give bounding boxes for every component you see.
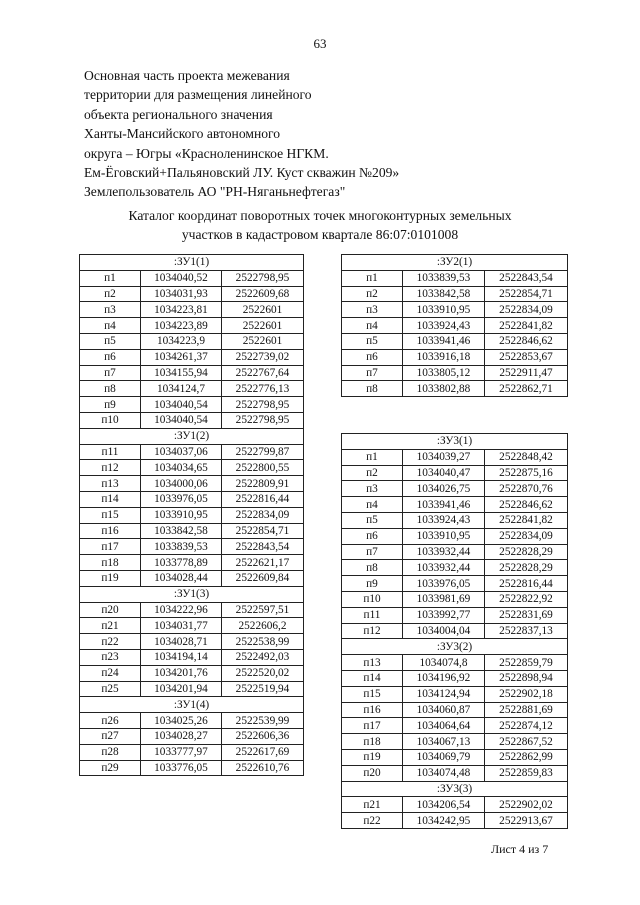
point-label: п11 <box>80 444 141 460</box>
table-row <box>342 349 568 365</box>
point-label: п13 <box>80 476 141 492</box>
coordinate-y: 2522834,09 <box>485 528 568 544</box>
coordinate-x: 1034242,95 <box>403 813 485 829</box>
table-row <box>342 286 568 302</box>
point-label: п3 <box>80 302 141 318</box>
table-row <box>80 444 304 460</box>
point-label: п9 <box>80 397 141 413</box>
coordinate-y: 2522798,95 <box>222 397 304 413</box>
coordinate-x: 1033924,43 <box>403 318 485 334</box>
point-label: п18 <box>342 734 403 750</box>
table-row <box>80 286 304 302</box>
coordinate-y: 2522601 <box>222 333 304 349</box>
coordinate-x: 1033910,95 <box>403 528 485 544</box>
coordinate-x: 1034037,06 <box>141 444 222 460</box>
coordinate-x: 1033941,46 <box>403 497 485 513</box>
table-row <box>342 318 568 334</box>
coordinate-x: 1034039,27 <box>403 449 485 465</box>
table-row <box>342 560 568 576</box>
coordinate-y: 2522822,92 <box>485 591 568 607</box>
coordinate-x: 1034261,37 <box>141 349 222 365</box>
document-header <box>84 66 399 202</box>
section-header: :ЗУ3(2) <box>342 639 568 655</box>
coordinate-y: 2522867,52 <box>485 734 568 750</box>
coordinate-x: 1034031,77 <box>141 618 222 634</box>
table-row <box>80 460 304 476</box>
point-label: п23 <box>80 649 141 665</box>
table-row <box>342 749 568 765</box>
section-header: :ЗУ3(3) <box>342 781 568 797</box>
coordinate-y: 2522831,69 <box>485 607 568 623</box>
coordinate-x: 1034223,89 <box>141 318 222 334</box>
table-row <box>80 665 304 681</box>
coordinate-x: 1034155,94 <box>141 365 222 381</box>
point-label: п1 <box>342 449 403 465</box>
point-label: п20 <box>342 765 403 781</box>
coordinate-y: 2522739,02 <box>222 349 304 365</box>
coordinate-x: 1033842,58 <box>141 523 222 539</box>
coordinate-y: 2522539,99 <box>222 713 304 729</box>
table-row <box>342 270 568 286</box>
point-label: п15 <box>80 507 141 523</box>
point-label: п16 <box>80 523 141 539</box>
point-label: п4 <box>342 497 403 513</box>
coordinate-y: 2522617,69 <box>222 744 304 760</box>
header-line: Ханты-Мансийского автономного <box>84 126 281 142</box>
coordinate-x: 1033932,44 <box>403 544 485 560</box>
coordinate-x: 1034028,71 <box>141 634 222 650</box>
coordinate-x: 1033842,58 <box>403 286 485 302</box>
coordinate-x: 1034040,47 <box>403 465 485 481</box>
point-label: п2 <box>80 286 141 302</box>
point-label: п1 <box>342 270 403 286</box>
point-label: п7 <box>342 544 403 560</box>
table-row <box>342 465 568 481</box>
point-label: п13 <box>342 655 403 671</box>
coordinate-y: 2522841,82 <box>485 512 568 528</box>
coordinate-y: 2522853,67 <box>485 349 568 365</box>
coordinate-x: 1033802,88 <box>403 381 485 397</box>
header-line: объекта регионального значения <box>84 106 273 122</box>
table-row <box>342 702 568 718</box>
point-label: п3 <box>342 302 403 318</box>
coordinate-y: 2522848,42 <box>485 449 568 465</box>
title-line: Каталог координат поворотных точек многоконтурных земельных <box>128 208 512 223</box>
coordinate-y: 2522609,84 <box>222 570 304 586</box>
section-header: :ЗУ1(4) <box>80 697 304 713</box>
table-row <box>342 365 568 381</box>
point-label: п4 <box>80 318 141 334</box>
section-header-row <box>342 434 568 450</box>
table-row <box>342 512 568 528</box>
table-row <box>342 797 568 813</box>
coordinate-x: 1034031,93 <box>141 286 222 302</box>
coordinate-x: 1034040,54 <box>141 412 222 428</box>
coordinate-y: 2522846,62 <box>485 333 568 349</box>
coordinate-x: 1034124,94 <box>403 686 485 702</box>
table-row <box>80 507 304 523</box>
table-row <box>342 813 568 829</box>
coordinate-y: 2522913,67 <box>485 813 568 829</box>
coordinate-y: 2522859,83 <box>485 765 568 781</box>
coordinate-x: 1034060,87 <box>403 702 485 718</box>
table-row <box>80 618 304 634</box>
point-label: п2 <box>342 286 403 302</box>
section-header-row <box>342 639 568 655</box>
point-label: п22 <box>80 634 141 650</box>
coordinate-x: 1034069,79 <box>403 749 485 765</box>
coordinate-x: 1034124,7 <box>141 381 222 397</box>
coordinate-x: 1034067,13 <box>403 734 485 750</box>
table-row <box>342 670 568 686</box>
point-label: п12 <box>342 623 403 639</box>
coordinate-y: 2522606,36 <box>222 728 304 744</box>
point-label: п18 <box>80 555 141 571</box>
table-row <box>342 302 568 318</box>
coordinate-y: 2522874,12 <box>485 718 568 734</box>
section-header: :ЗУ1(3) <box>80 586 304 602</box>
table-row <box>342 381 568 397</box>
point-label: п6 <box>80 349 141 365</box>
table-row <box>342 481 568 497</box>
coordinate-y: 2522621,17 <box>222 555 304 571</box>
coordinate-y: 2522859,79 <box>485 655 568 671</box>
coordinate-y: 2522843,54 <box>485 270 568 286</box>
coordinate-x: 1034222,96 <box>141 602 222 618</box>
coordinate-x: 1033976,05 <box>403 576 485 592</box>
coordinate-y: 2522800,55 <box>222 460 304 476</box>
point-label: п16 <box>342 702 403 718</box>
coordinate-y: 2522597,51 <box>222 602 304 618</box>
table-row <box>80 744 304 760</box>
table-row <box>342 591 568 607</box>
point-label: п28 <box>80 744 141 760</box>
coordinate-x: 1033777,97 <box>141 744 222 760</box>
coordinate-x: 1034223,9 <box>141 333 222 349</box>
coordinate-x: 1033932,44 <box>403 560 485 576</box>
section-header: :ЗУ2(1) <box>342 255 568 271</box>
table-row <box>80 491 304 507</box>
point-label: п7 <box>342 365 403 381</box>
coordinate-y: 2522610,76 <box>222 760 304 776</box>
point-label: п7 <box>80 365 141 381</box>
table-row <box>342 655 568 671</box>
coordinate-y: 2522843,54 <box>222 539 304 555</box>
point-label: п8 <box>342 381 403 397</box>
table-row <box>80 570 304 586</box>
point-label: п9 <box>342 576 403 592</box>
section-header: :ЗУ1(2) <box>80 428 304 444</box>
coordinate-x: 1034026,75 <box>403 481 485 497</box>
coordinate-x: 1033776,05 <box>141 760 222 776</box>
coordinate-y: 2522492,03 <box>222 649 304 665</box>
coordinate-y: 2522809,91 <box>222 476 304 492</box>
table-row <box>80 412 304 428</box>
point-label: п4 <box>342 318 403 334</box>
coordinate-y: 2522846,62 <box>485 497 568 513</box>
coordinate-y: 2522911,47 <box>485 365 568 381</box>
point-label: п11 <box>342 607 403 623</box>
section-header-row <box>80 255 304 271</box>
coordinate-x: 1034196,92 <box>403 670 485 686</box>
table-row <box>342 623 568 639</box>
coordinate-x: 1034206,54 <box>403 797 485 813</box>
coordinate-y: 2522520,02 <box>222 665 304 681</box>
coordinate-y: 2522875,16 <box>485 465 568 481</box>
point-label: п14 <box>342 670 403 686</box>
coordinate-y: 2522798,95 <box>222 270 304 286</box>
coordinate-y: 2522767,64 <box>222 365 304 381</box>
catalog-title <box>0 207 640 244</box>
coordinate-y: 2522798,95 <box>222 412 304 428</box>
coordinate-x: 1034000,06 <box>141 476 222 492</box>
coordinate-x: 1033910,95 <box>141 507 222 523</box>
table-row <box>80 381 304 397</box>
coordinate-y: 2522862,71 <box>485 381 568 397</box>
coordinate-x: 1034223,81 <box>141 302 222 318</box>
table-row <box>342 544 568 560</box>
coordinate-y: 2522828,29 <box>485 544 568 560</box>
point-label: п5 <box>342 333 403 349</box>
table-row <box>342 718 568 734</box>
coordinate-y: 2522854,71 <box>222 523 304 539</box>
table-row <box>342 576 568 592</box>
coordinate-y: 2522841,82 <box>485 318 568 334</box>
point-label: п29 <box>80 760 141 776</box>
table-row <box>342 333 568 349</box>
coordinate-y: 2522519,94 <box>222 681 304 697</box>
table-row <box>80 523 304 539</box>
point-label: п22 <box>342 813 403 829</box>
point-label: п17 <box>80 539 141 555</box>
point-label: п24 <box>80 665 141 681</box>
coordinate-y: 2522862,99 <box>485 749 568 765</box>
coordinate-x: 1034028,44 <box>141 570 222 586</box>
coordinate-x: 1033992,77 <box>403 607 485 623</box>
coordinate-x: 1034201,76 <box>141 665 222 681</box>
coordinate-y: 2522776,13 <box>222 381 304 397</box>
point-label: п21 <box>342 797 403 813</box>
table-row <box>80 333 304 349</box>
coordinates-table-right-top <box>341 254 568 397</box>
point-label: п10 <box>80 412 141 428</box>
coordinate-x: 1033910,95 <box>403 302 485 318</box>
header-line: территории для размещения линейного <box>84 87 312 103</box>
coordinate-y: 2522601 <box>222 302 304 318</box>
point-label: п2 <box>342 465 403 481</box>
coordinate-y: 2522902,18 <box>485 686 568 702</box>
coordinate-x: 1033941,46 <box>403 333 485 349</box>
point-label: п21 <box>80 618 141 634</box>
header-line: округа – Югры «Красноленинское НГКМ. <box>84 145 329 161</box>
table-row <box>80 397 304 413</box>
section-header-row <box>80 586 304 602</box>
point-label: п10 <box>342 591 403 607</box>
section-header-row <box>342 255 568 271</box>
coordinate-x: 1033976,05 <box>141 491 222 507</box>
section-header-row <box>342 781 568 797</box>
coordinates-table-left <box>79 254 304 776</box>
coordinate-y: 2522828,29 <box>485 560 568 576</box>
coordinate-y: 2522881,69 <box>485 702 568 718</box>
section-header: :ЗУ3(1) <box>342 434 568 450</box>
coordinate-y: 2522837,13 <box>485 623 568 639</box>
coordinate-x: 1034201,94 <box>141 681 222 697</box>
coordinate-y: 2522816,44 <box>222 491 304 507</box>
section-header-row <box>80 697 304 713</box>
table-row <box>80 728 304 744</box>
title-line: участков в кадастровом квартале 86:07:0101008 <box>181 226 459 242</box>
point-label: п25 <box>80 681 141 697</box>
table-row <box>342 765 568 781</box>
table-row <box>80 681 304 697</box>
table-row <box>80 539 304 555</box>
point-label: п19 <box>342 749 403 765</box>
coordinates-table-right-bottom <box>341 433 568 829</box>
header-line: Основная часть проекта межевания <box>84 68 290 83</box>
point-label: п20 <box>80 602 141 618</box>
coordinate-x: 1034025,26 <box>141 713 222 729</box>
coordinate-x: 1034034,65 <box>141 460 222 476</box>
coordinate-x: 1034040,52 <box>141 270 222 286</box>
point-label: п6 <box>342 349 403 365</box>
header-line: Ем-Ёговский+Пальяновский ЛУ. Куст скважин №209» <box>84 165 400 181</box>
table-row <box>342 607 568 623</box>
table-row <box>80 760 304 776</box>
table-row <box>80 302 304 318</box>
table-row <box>342 528 568 544</box>
coordinate-y: 2522834,09 <box>222 507 304 523</box>
page-number: 63 <box>313 36 327 51</box>
point-label: п27 <box>80 728 141 744</box>
coordinate-x: 1033924,43 <box>403 512 485 528</box>
point-label: п5 <box>342 512 403 528</box>
table-row <box>342 686 568 702</box>
point-label: п6 <box>342 528 403 544</box>
coordinate-y: 2522854,71 <box>485 286 568 302</box>
table-row <box>80 713 304 729</box>
coordinate-x: 1033805,12 <box>403 365 485 381</box>
coordinate-x: 1034040,54 <box>141 397 222 413</box>
coordinate-x: 1034064,64 <box>403 718 485 734</box>
table-row <box>80 634 304 650</box>
coordinate-y: 2522606,2 <box>222 618 304 634</box>
section-header-row <box>80 428 304 444</box>
point-label: п3 <box>342 481 403 497</box>
sheet-label: Лист 4 из 7 <box>491 842 549 856</box>
table-row <box>80 602 304 618</box>
coordinate-x: 1034074,48 <box>403 765 485 781</box>
coordinate-x: 1034074,8 <box>403 655 485 671</box>
coordinate-y: 2522902,02 <box>485 797 568 813</box>
point-label: п19 <box>80 570 141 586</box>
coordinate-x: 1033778,89 <box>141 555 222 571</box>
coordinate-y: 2522816,44 <box>485 576 568 592</box>
table-row <box>80 349 304 365</box>
coordinate-x: 1033981,69 <box>403 591 485 607</box>
table-row <box>80 649 304 665</box>
table-row <box>80 476 304 492</box>
coordinate-y: 2522601 <box>222 318 304 334</box>
point-label: п8 <box>342 560 403 576</box>
point-label: п5 <box>80 333 141 349</box>
coordinate-x: 1033839,53 <box>141 539 222 555</box>
coordinate-x: 1034194,14 <box>141 649 222 665</box>
coordinate-y: 2522609,68 <box>222 286 304 302</box>
coordinate-y: 2522870,76 <box>485 481 568 497</box>
coordinate-y: 2522898,94 <box>485 670 568 686</box>
coordinate-x: 1033916,18 <box>403 349 485 365</box>
point-label: п12 <box>80 460 141 476</box>
point-label: п15 <box>342 686 403 702</box>
coordinate-y: 2522834,09 <box>485 302 568 318</box>
coordinate-x: 1033839,53 <box>403 270 485 286</box>
point-label: п8 <box>80 381 141 397</box>
table-row <box>80 270 304 286</box>
coordinate-x: 1034004,04 <box>403 623 485 639</box>
point-label: п17 <box>342 718 403 734</box>
table-row <box>342 497 568 513</box>
point-label: п14 <box>80 491 141 507</box>
table-row <box>80 365 304 381</box>
coordinate-y: 2522538,99 <box>222 634 304 650</box>
coordinate-y: 2522799,87 <box>222 444 304 460</box>
section-header: :ЗУ1(1) <box>80 255 304 271</box>
table-row <box>342 449 568 465</box>
table-row <box>342 734 568 750</box>
point-label: п1 <box>80 270 141 286</box>
table-row <box>80 555 304 571</box>
coordinate-x: 1034028,27 <box>141 728 222 744</box>
table-row <box>80 318 304 334</box>
point-label: п26 <box>80 713 141 729</box>
header-line: Землепользователь АО "РН-Няганьнефтегаз" <box>84 184 346 200</box>
